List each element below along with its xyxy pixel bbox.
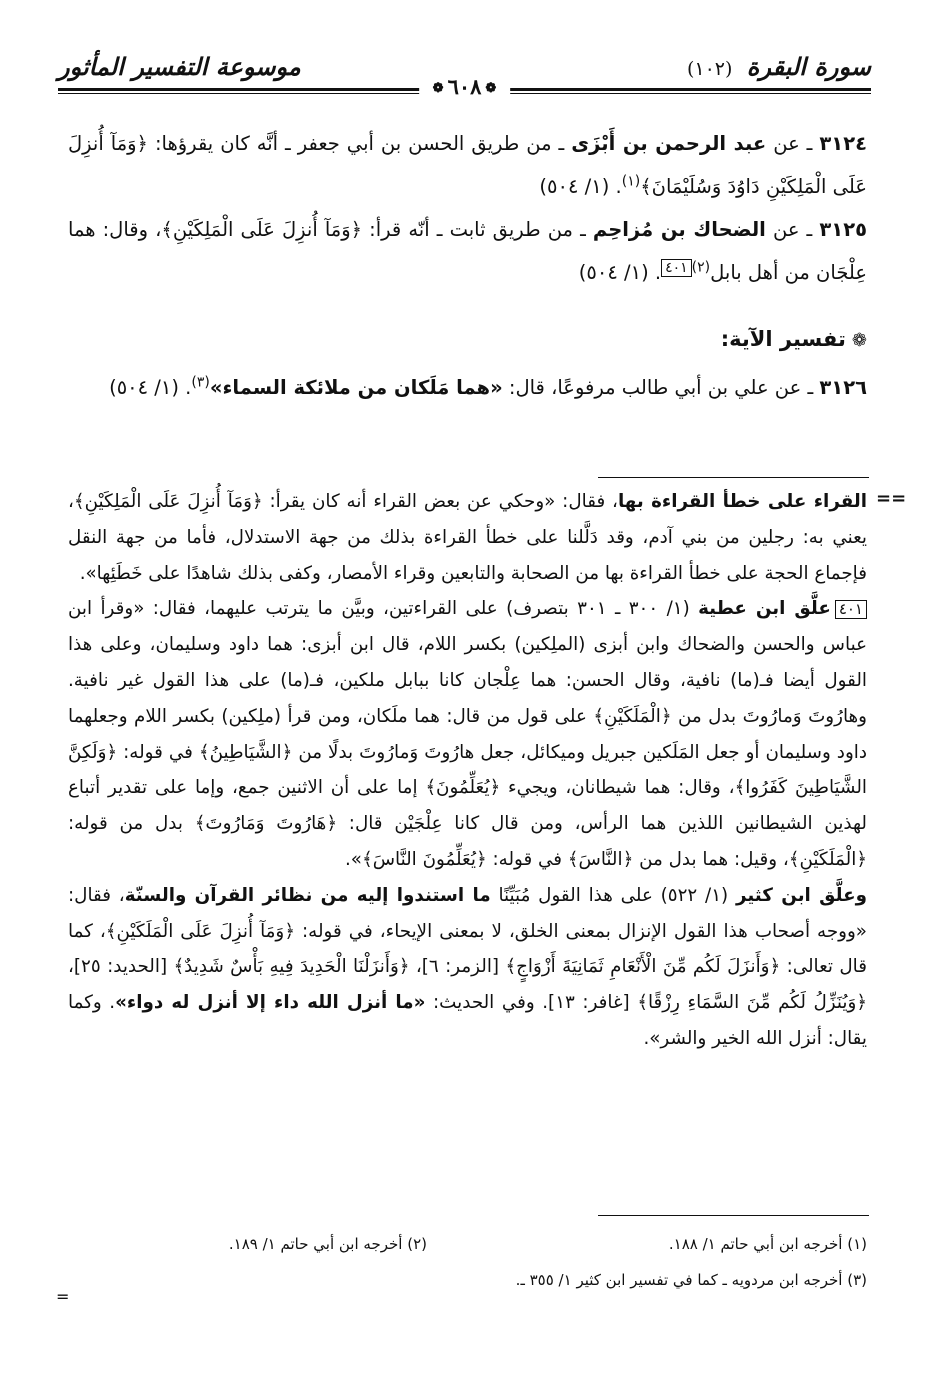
note-text: ، فقال: «ووجه أصحاب هذا القول الإنزال بمعنى الخلق، لا بمعنى الإيحاء، في قوله: ﴿وَمَآ أُنزِلَ عَلَى الْمَلَكَيْنِ﴾، كما قال تعالى: ﴿وَأَنزَلَ لَكُم مِّنَ الْأَنْعَامِ ثَمَانِيَةَ أَزْوَاجٍ﴾ [الزمر: ٦]، ﴿وَأَنزَلْنَا الْحَدِيدَ فِيهِ بَأْسٌ شَدِيدٌ﴾ [الحديد: ٢٥]، ﴿وَيُنَزِّلُ لَكُم مِّنَ السَّمَاءِ رِزْقًا﴾ [غافر: ١٣]. وفي الحديث: <box>68 884 867 1014</box>
section-heading-text: تفسير الآية: <box>720 327 846 351</box>
ornament-icon: ❁ <box>432 81 444 96</box>
hadith-quote: «ما أنزل الله داء إلا أنزل له دواء» <box>115 992 426 1014</box>
section-heading <box>68 314 867 366</box>
volume-citation: . (١/ ٥٠٤) <box>578 261 662 284</box>
note-401 <box>68 591 867 877</box>
commentary-notes <box>68 484 867 1057</box>
footnote-1: (١) أخرجه ابن أبي حاتم ١/ ١٨٨. <box>668 1235 867 1253</box>
narrator-name: عبد الرحمن بن أَبْزَى <box>571 132 767 155</box>
verse-number: (١٠٢) <box>686 58 733 80</box>
running-header <box>58 52 871 99</box>
note-text: ، فقال: «وحكي عن بعض القراء أنه كان يقرأ: ﴿وَمَآ أُنزِلَ عَلَى الْمَلِكَيْنِ﴾، يعني به: رجلين من بني آدم، وقد دَلَّلنا على خطأ القراءة بذلك من جهة الاستدلال، فأما من جهة النقل فإجماع الحجة على خطأ القراءة بها من الصحابة والتابعين وقراء الأمصار، وكفى بذلك شاهدًا على خَطَئِها». <box>68 491 867 584</box>
book-title: موسوعة التفسير المأثور <box>58 52 301 81</box>
note-bold: علَّق ابن عطية <box>698 598 831 620</box>
note-box-ref[interactable]: ٤٠١ <box>661 259 692 277</box>
note-text: (١/ ٥٢٢) على هذا القول مُبَيِّنًا <box>490 884 736 906</box>
footnote-ref[interactable]: (٣) <box>191 374 210 391</box>
ornament-icon: ❁ <box>485 81 497 96</box>
note-bold: القراء على خطأ القراءة بها <box>617 491 867 512</box>
note-bold: وعلَّق ابن كثير <box>735 884 867 906</box>
note-text: . وكما يقال: أنزل الله الخير والشر». <box>68 992 867 1049</box>
page-number-text: ٦٠٨ <box>447 74 482 99</box>
continuation-mark-left: = <box>56 1287 70 1306</box>
narration-text: ـ من طريق الحسن بن أبي جعفر ـ أنَّه كان يقرؤها: ﴿وَمَآ أُنزِلَ عَلَى الْمَلِكَيْنِ دَاوُدَ وَسُلَيْمَانَ﴾ <box>68 132 867 198</box>
flower-icon: ❁ <box>851 330 867 351</box>
footnotes-divider <box>598 1215 869 1216</box>
note-continued <box>68 484 867 591</box>
narration-number: ٣١٢٥ <box>819 218 867 241</box>
narration-3125 <box>68 208 867 294</box>
narration-number: ٣١٢٤ <box>819 132 867 155</box>
narration-number: ٣١٢٦ <box>819 376 867 399</box>
narration-3124 <box>68 122 867 208</box>
narration-text: ـ عن علي بن أبي طالب مرفوعًا، قال: <box>502 376 820 399</box>
volume-citation: . (١/ ٥٠٤) <box>109 376 192 399</box>
narration-text: ـ عن <box>765 218 820 241</box>
notes-divider <box>598 477 869 478</box>
narration-text: ـ من طريق ثابت ـ أنّه قرأ: ﴿وَمَآ أُنزِلَ عَلَى الْمَلِكَيْنِ﴾، وقال: هما عِلْجَان من أهل بابل <box>68 218 867 284</box>
page-number <box>419 74 511 99</box>
narration-text: ـ عن <box>766 132 820 155</box>
footnote-ref[interactable]: (٢) <box>691 259 711 276</box>
volume-citation: . (١/ ٥٠٤) <box>539 175 622 198</box>
narration-3126 <box>68 366 867 409</box>
hadith-quote: «هما مَلَكان من ملائكة السماء» <box>209 376 503 399</box>
footnote-2: (٢) أخرجه ابن أبي حاتم ١/ ١٨٩. <box>228 1235 427 1253</box>
narrator-name: الضحاك بن مُزاحِم <box>592 218 766 241</box>
note-bold: ما استندوا إليه من نظائر القرآن والسنّة <box>124 884 491 906</box>
note-text: (١/ ٣٠٠ ـ ٣٠١ بتصرف) على القراءتين، وبيَّن ما يترتب عليهما، فقال: «وقرأ ابن عباس والحسن والضحاك وابن أبزى (الملِكين) بكسر اللام، قال ابن أبزى: هما داود وسليمان، وعلى هذا القول أيضا فـ(ما) نافية، وقال الحسن: هما عِلْجان كانا ببابل ملكين، فـ(ما) على هذا القول غير نافية. وهارُوتَ وَمارُوتَ بدل من ﴿الْمَلَكَيْنِ﴾ على قول من قال: هما ملَكان، ومن قرأ (ملِكين) بكسر اللام وجعلهما داود وسليمان أو جعل المَلَكين جبريل وميكائل، جعل هارُوتَ وَمارُوتَ بدلًا من ﴿الشَّيَاطِينُ﴾ في قوله: ﴿وَلَكِنَّ الشَّيَاطِينَ كَفَرُوا﴾، وقال: هما شيطانان، ويجيء ﴿يُعَلِّمُونَ﴾ إما على أن الاثنين جمع، وإما على تقدير أتباع لهذين الشيطانين اللذين هما الرأس، ومن قال كانا عِلْجَيْن قال: ﴿هَارُوتَ وَمَارُوتَ﴾ بدل من قوله: ﴿الْمَلَكَيْنِ﴾، وقيل: هما بدل من ﴿النَّاسَ﴾ في قوله: ﴿يُعَلِّمُونَ النَّاسَ﴾». <box>68 598 867 870</box>
continuation-mark: == <box>876 488 907 509</box>
footnote-ref[interactable]: (١) <box>621 173 641 190</box>
surah-title <box>687 52 871 81</box>
surah-name: سورة البقرة <box>746 52 871 81</box>
footnote-3: (٣) أخرجه ابن مردويه ـ كما في تفسير ابن كثير ١/ ٣٥٥ ـ. <box>515 1271 867 1289</box>
main-text <box>68 122 867 409</box>
note-number-box: ٤٠١ <box>835 600 867 619</box>
note-ibn-kathir <box>68 878 867 1057</box>
